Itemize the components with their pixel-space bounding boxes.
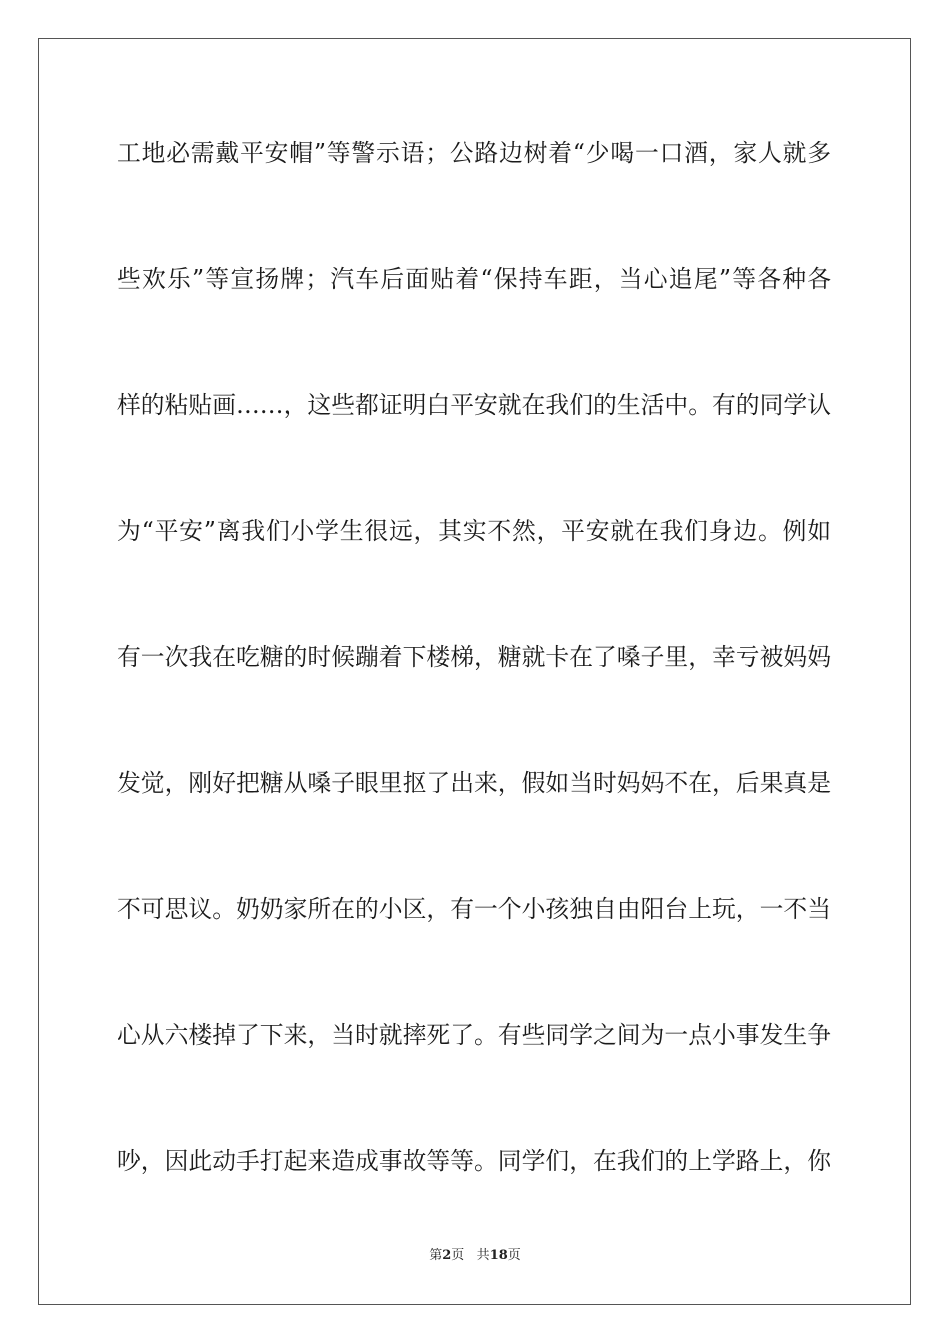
text-line: 些欢乐”等宣扬牌；汽车后面贴着“保持车距，当心追尾”等各种各 [117, 265, 831, 293]
page-footer [0, 1247, 950, 1265]
text-line: 发觉，刚好把糖从嗓子眼里抠了出来，假如当时妈妈不在，后果真是 [117, 769, 831, 797]
text-line: 吵，因此动手打起来造成事故等等。同学们，在我们的上学路上，你 [117, 1147, 831, 1175]
text-line: 样的粘贴画……，这些都证明白平安就在我们的生活中。有的同学认 [117, 391, 831, 419]
text-line: 有一次我在吃糖的时候蹦着下楼梯，糖就卡在了嗓子里，幸亏被妈妈 [117, 643, 831, 671]
footer-page-suffix: 页 [451, 1248, 465, 1263]
text-line: 不可思议。奶奶家所在的小区，有一个小孩独自由阳台上玩，一不当 [117, 895, 831, 923]
footer-total-suffix: 页 [507, 1248, 521, 1263]
text-line: 为“平安”离我们小学生很远，其实不然，平安就在我们身边。例如 [117, 517, 831, 545]
footer-page-number: 2 [442, 1248, 452, 1263]
text-line: 工地必需戴平安帽”等警示语；公路边树着“少喝一口酒，家人就多 [117, 139, 831, 167]
footer-total-prefix: 共 [476, 1248, 490, 1263]
document-body [117, 127, 831, 1261]
text-line: 心从六楼掉了下来，当时就摔死了。有些同学之间为一点小事发生争 [117, 1021, 831, 1049]
footer-page-prefix: 第 [429, 1248, 443, 1263]
footer-total-pages: 18 [489, 1248, 508, 1263]
